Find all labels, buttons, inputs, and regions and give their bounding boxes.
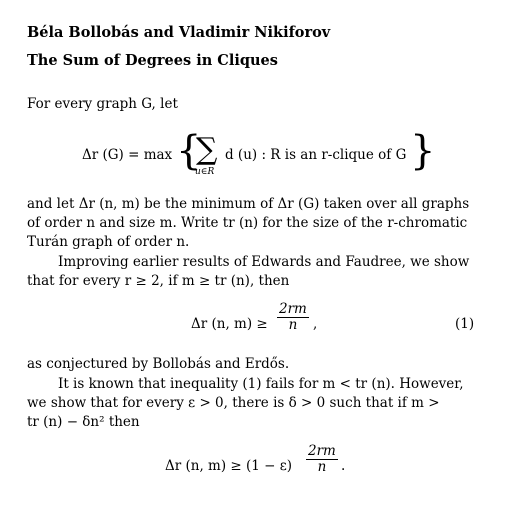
left-brace: { [176,128,202,174]
paragraph-2-line-2: of order n and size m. Write tr (n) for the size of the r-chromatic [27,215,468,231]
paper-title: The Sum of Degrees in Cliques [27,52,278,69]
equation-2-lhs: Δr (n, m) ≥ (1 − ε) [165,458,293,474]
sum-subscript: u∈R [195,167,215,177]
equation-1-number: (1) [455,316,475,332]
right-brace: } [410,128,436,174]
paragraph-2-line-3: Turán graph of order n. [27,234,190,250]
paragraph-3-line-2: that for every r ≥ 2, if m ≥ tr (n), then [27,273,290,289]
equation-2-numerator: 2rm [308,443,336,459]
paragraph-3-line-1: Improving earlier results of Edwards and Faudree, we show [58,254,470,270]
equation-1-fraction [277,302,309,333]
equation-2-denominator: n [317,459,327,475]
sum-sigma-icon: ∑ [196,132,218,167]
paragraph-5-line-2: we show that for every ε > 0, there is δ > 0 such that if m > [27,395,440,411]
paragraph-4: as conjectured by Bollobás and Erdős. [27,356,290,372]
equation-definition-inner: d (u) : R is an r-clique of G [225,147,407,163]
equation-1-tail: , [313,316,318,332]
equation-1-denominator: n [288,317,298,333]
equation-2-fraction [306,444,338,475]
equation-1-numerator: 2rm [279,301,307,317]
paragraph-5-line-3: tr (n) − δn² then [27,414,140,430]
equation-definition-lhs: Δr (G) = max [82,147,173,163]
equation-2-tail: . [341,458,346,474]
equation-1-lhs: Δr (n, m) ≥ [191,316,268,332]
paragraph-2-line-1: and let Δr (n, m) be the minimum of Δr (G) taken over all graphs [27,196,470,212]
paragraph-intro: For every graph G, let [27,96,178,112]
paragraph-5-line-1: It is known that inequality (1) fails for m < tr (n). However, [58,376,464,392]
paper-authors: Béla Bollobás and Vladimir Nikiforov [27,24,331,41]
